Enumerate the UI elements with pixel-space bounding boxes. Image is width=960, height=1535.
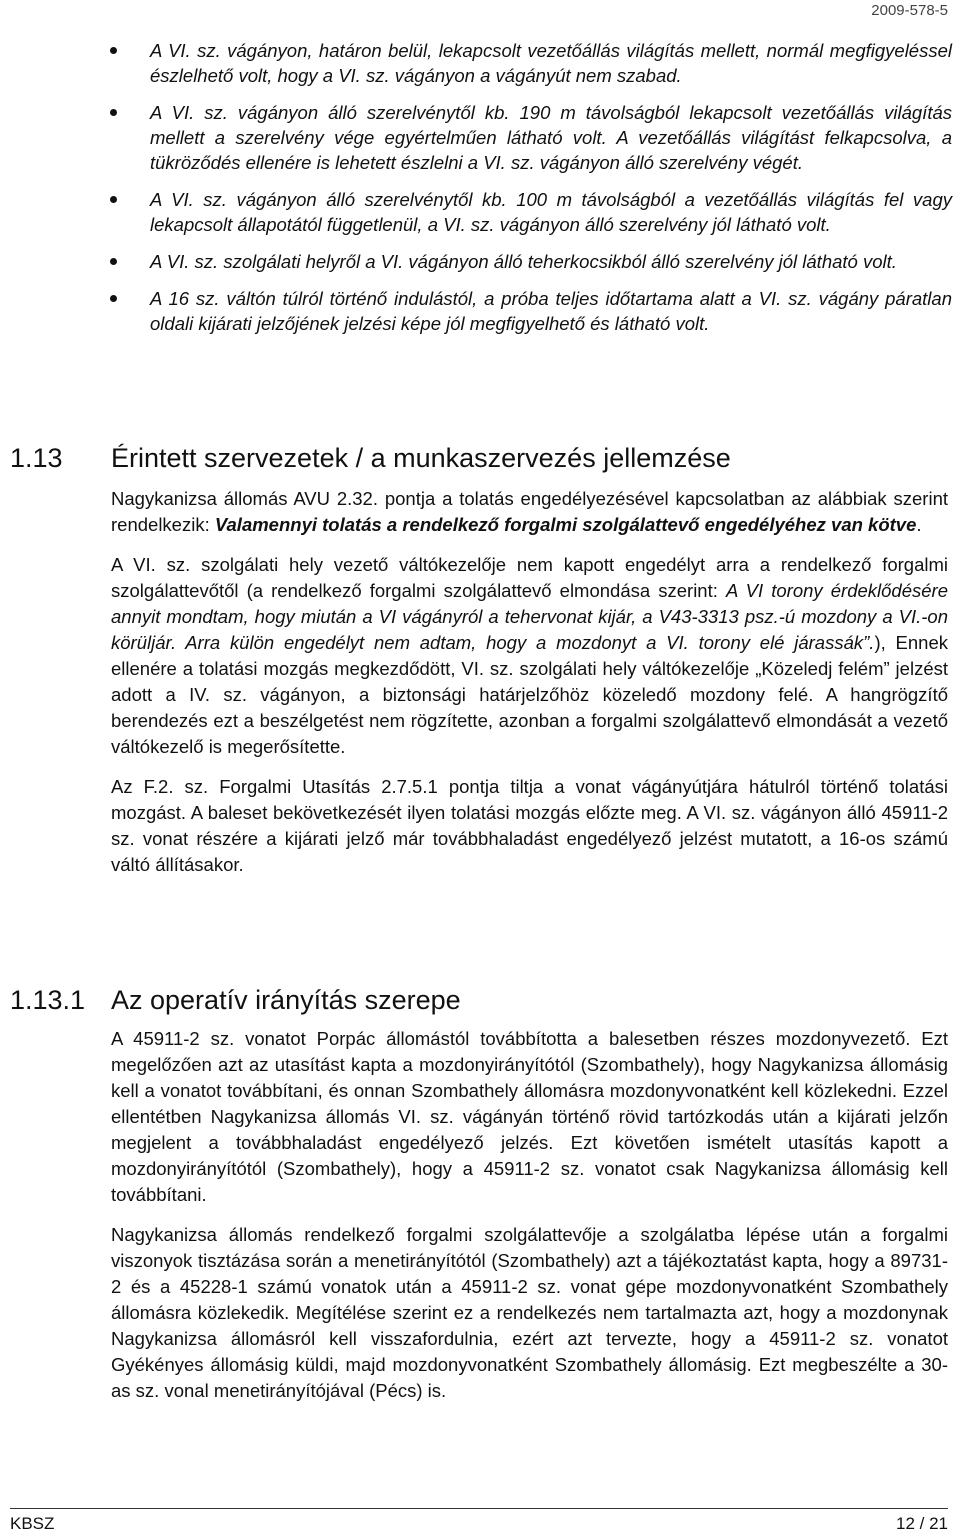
footer-organization: KBSZ [10,1514,55,1533]
bullet-dot-icon [110,295,117,302]
findings-bullet-list [110,38,952,348]
page-footer [10,1508,948,1535]
section-title: Az operatív irányítás szerepe [111,985,461,1015]
bullet-dot-icon [110,47,117,54]
bullet-item [110,100,952,175]
section-title: Érintett szervezetek / a munkaszervezés jellemzése [111,443,731,473]
section-1-13-body [111,486,948,892]
paragraph: A 45911-2 sz. vonatot Porpác állomástól továbbította a balesetben részes mozdonyvezető. Ezt megelőzően azt az utasítást kapta a mozdonyirányítótól (Szombathely), hogy Nagykanizsa állomásig kell a vonatot továbbítani, és onnan Szombathely állomásra mozdonyvonatként kell közlekedni. Ezzel ellentétben Nagykanizsa állomás VI. sz. vágányán történő rövid tartózkodás után a kijárati jelzőn megjelent a továbbhaladást engedélyező jelzés. Ezt követően ismételt utasítás kapott a mozdonyirányítótól (Szombathely), hogy a 45911-2 sz. vonatot csak Nagykanizsa állomásig kell továbbítani. [111,1028,948,1205]
bullet-item [110,286,952,336]
quoted-rule: Valamennyi tolatás a rendelkező forgalmi szolgálattevő engedélyéhez van kötve [214,514,917,535]
paragraph: Az F.2. sz. Forgalmi Utasítás 2.7.5.1 pontja tiltja a vonat vágányútjára hátulról történő tolatási mozgást. A baleset bekövetkezését ilyen tolatási mozgás előzte meg. A VI. sz. vágányon álló 45911-2 sz. vonat részére a kijárati jelző már továbbhaladást engedélyező jelzést mutatott, a 16-os számú váltó állításakor. [111,776,948,875]
section-1-13-1-body [111,1026,948,1418]
bullet-dot-icon [110,196,117,203]
section-number: 1.13.1 [10,985,86,1015]
paragraph-text: ), Ennek ellenére a tolatási mozgás megkezdődött, VI. sz. szolgálati hely váltókezelője „Közeledj felém” jelzést adott a IV. sz. vágányon, a biztonsági határjelzőhöz közeledő mozdony felé. A hangrögzítő berendezés ezt a beszélgetést nem rögzítette, azonban a forgalmi szolgálattevő elmondását a vezető váltókezelő is megerősítette. [111,632,948,757]
paragraph [111,486,948,538]
bullet-text: A VI. sz. vágányon álló szerelvénytől kb. 190 m távolságból lekapcsolt vezetőállás világítás mellett a szerelvény vége egyértelműen látható volt. A vezetőállás világítást felkapcsolva, a tükröződés ellenére is lehetett észlelni a VI. sz. vágányon álló szerelvény végét. [150,102,952,173]
bullet-item [110,249,952,274]
page-number: 12 / 21 [896,1514,948,1533]
bullet-item [110,38,952,88]
bullet-text: A VI. sz. szolgálati helyről a VI. vágányon álló teherkocsikból álló szerelvény jól látható volt. [150,251,897,272]
paragraph: Nagykanizsa állomás rendelkező forgalmi szolgálattevője a szolgálatba lépése után a forgalmi viszonyok tisztázása során a menetirányítótól (Szombathely) azt a tájékoztatást kapta, hogy a 89731-2 és a 45228-1 számú vonatok után a 45911-2 sz. vonat gépe mozdonyvonatként Szombathely állomásra közlekedik. Megítélése szerint ez a rendelkezés nem tartalmazta azt, hogy a mozdonynak Nagykanizsa állomásról kell visszafordulnia, ezért azt tervezte, hogy a 45911-2 sz. vonatot Gyékényes állomásig küldi, majd mozdonyvonatként Szombathely állomásig. Ezt megbeszélte a 30-as sz. vonal menetirányítójával (Pécs) is. [111,1224,948,1401]
paragraph [111,552,948,760]
paragraph-text: Nagykanizsa állomás AVU 2.32. pontja a tolatás engedélyezésével kapcsolatban az alábbiak szerint rendelkezik: [111,488,948,535]
paragraph-text: A VI. sz. szolgálati hely vezető váltókezelője nem kapott engedélyt arra a rendelkező forgalmi szolgálattevőtől (a rendelkező forgalmi szolgálattevő elmondása szerint: [111,554,948,601]
bullet-text: A VI. sz. vágányon, határon belül, lekapcsolt vezetőállás világítás mellett, normál megfigyeléssel észlelhető volt, hogy a VI. sz. vágányon a vágányút nem szabad. [150,40,952,86]
paragraph-text: . [916,514,922,535]
document-id: 2009-578-5 [871,2,948,19]
bullet-dot-icon [110,258,117,265]
section-number: 1.13 [10,443,63,473]
bullet-item [110,187,952,237]
bullet-text: A 16 sz. váltón túlról történő indulástól, a próba teljes időtartama alatt a VI. sz. vágány páratlan oldali kijárati jelzőjének jelzési képe jól megfigyelhető és látható volt. [150,288,952,334]
bullet-dot-icon [110,109,117,116]
quoted-statement: A VI torony érdeklődésére annyit mondtam, hogy miután a VI vágányról a tehervonat kijár, a V43-3313 psz.-ú mozdony a VI.-on körüljár. Arra külön engedélyt nem adtam, hogy a mozdonyt a VI. torony elé járassák”. [111,580,948,653]
bullet-text: A VI. sz. vágányon álló szerelvénytől kb. 100 m távolságból a vezetőállás világítás fel vagy lekapcsolt állapotától függetlenül, a VI. sz. vágányon álló szerelvény jól látható volt. [150,189,952,235]
